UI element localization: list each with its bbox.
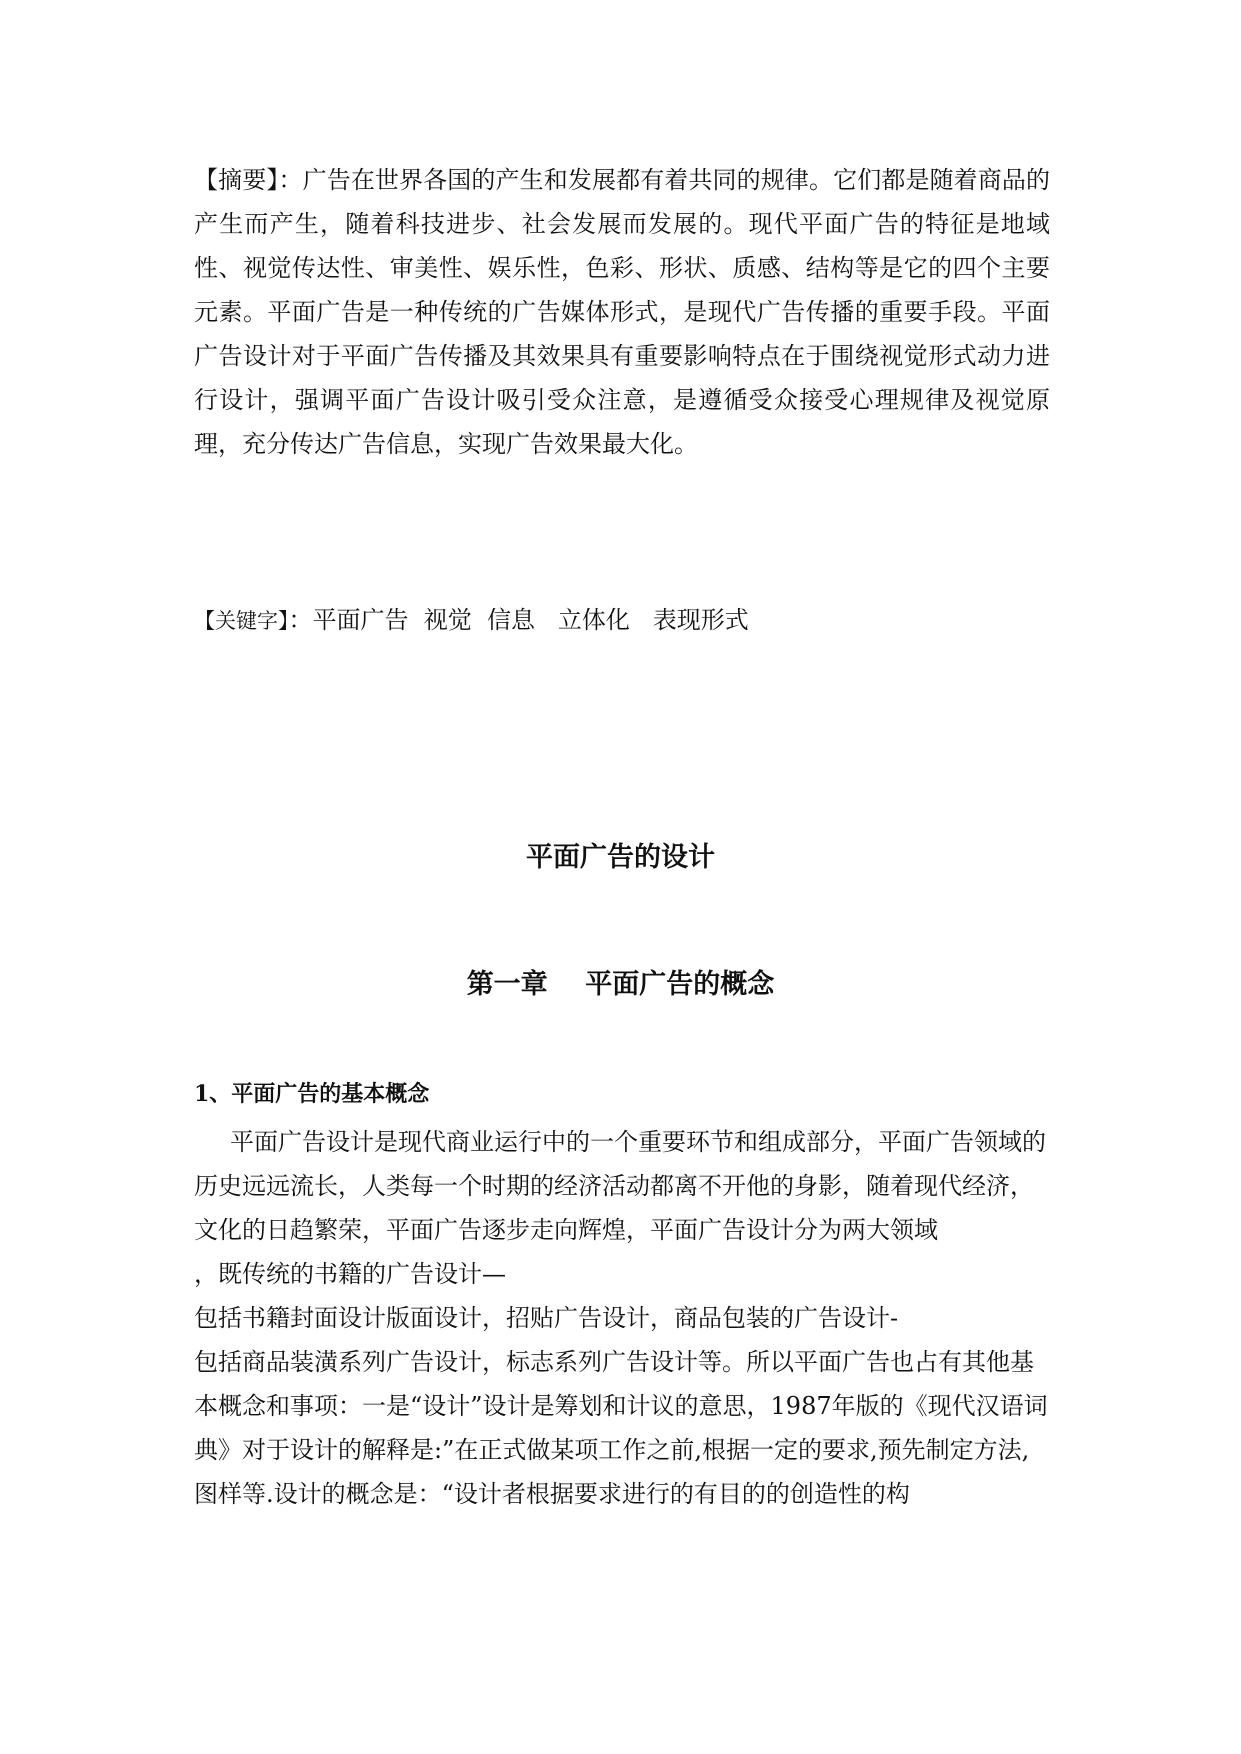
body-line-2: ，既传统的书籍的广告设计— — [194, 1260, 506, 1288]
abstract-paragraph — [194, 158, 1050, 466]
keywords-line — [194, 598, 1050, 643]
abstract-separator: ： — [278, 166, 303, 194]
section-heading: 1、平面广告的基本概念 — [194, 1081, 430, 1107]
body-line-3: 包括书籍封面设计版面设计，招贴广告设计，商品包装的广告设计- — [194, 1304, 899, 1332]
chapter-title: 第一章 平面广告的概念 — [466, 969, 775, 1000]
body-paragraph-4: 包括商品装潢系列广告设计，标志系列广告设计等。所以平面广告也占有其他基本概念和事项：一是“设计”设计是筹划和计议的意思，1987年版的《现代汉语词典》对于设计的解释是:”在正式做某项工作之前,根据一定的要求,预先制定方法,图样等.设计的概念是：“设计者根据要求进行的有目的的创造性的构 — [194, 1348, 1048, 1508]
keywords-list: 平面广告 视觉 信息 立体化 表现形式 — [312, 606, 749, 634]
abstract-label: 【摘要】 — [194, 166, 279, 194]
abstract-text: 广告在世界各国的产生和发展都有着共同的规律。它们都是随着商品的产生而产生，随着科技进步、社会发展而发展的。现代平面广告的特征是地域性、视觉传达性、审美性、娱乐性，色彩、形状、质感、结构等是它的四个主要元素。平面广告是一种传统的广告媒体形式，是现代广告传播的重要手段。平面广告设计对于平面广告传播及其效果具有重要影响特点在于围绕视觉形式动力进行设计，强调平面广告设计吸引受众注意，是遵循受众接受心理规律及视觉原理，充分传达广告信息，实现广告效果最大化。 — [194, 166, 1051, 458]
keywords-separator: ： — [288, 606, 313, 634]
body-paragraph-1: 平面广告设计是现代商业运行中的一个重要环节和组成部分，平面广告领域的历史远远流长，人类每一个时期的经济活动都离不开他的身影，随着现代经济，文化的日趋繁荣，平面广告逐步走向辉煌，平面广告设计分为两大领域 — [194, 1128, 1046, 1244]
section-body — [194, 1120, 1050, 1516]
document-title: 平面广告的设计 — [526, 842, 715, 873]
keywords-label: 【关键字】 — [194, 609, 289, 633]
